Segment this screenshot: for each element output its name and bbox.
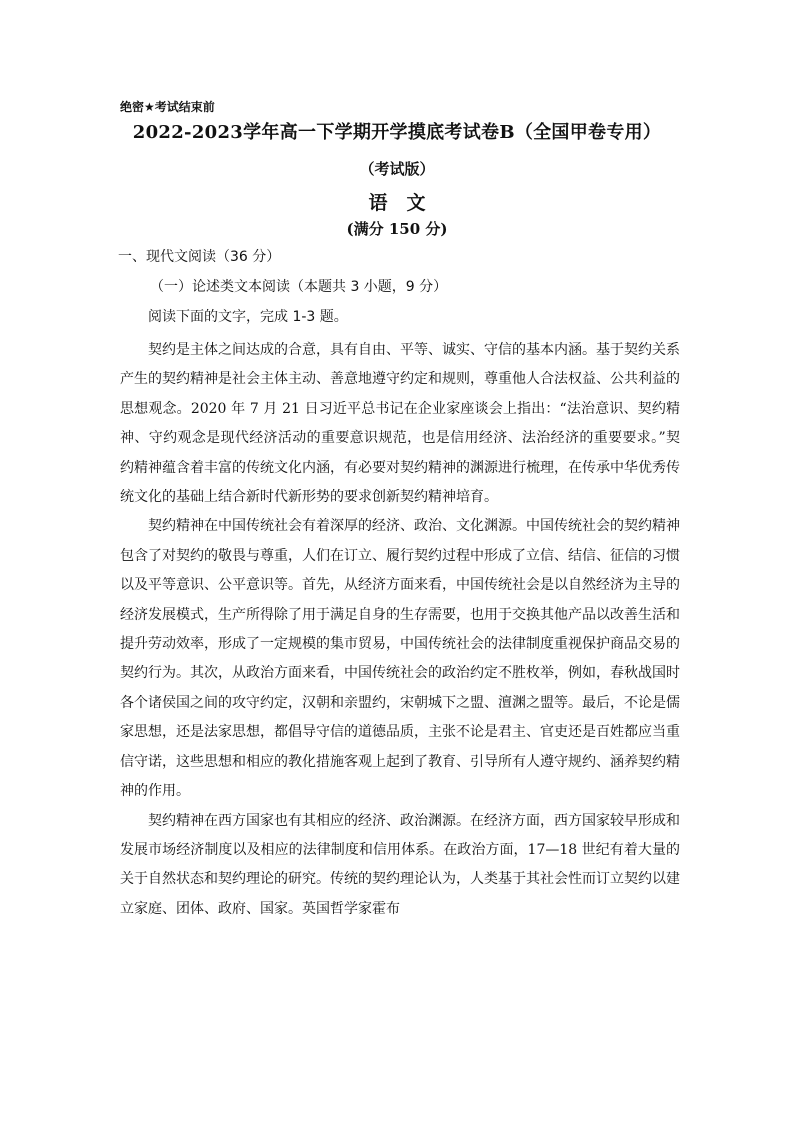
- full-score-label: (满分 150 分): [346, 220, 448, 238]
- section-heading-part1: 一、现代文阅读（36 分）: [118, 249, 281, 265]
- exam-subtitle: （考试版）: [359, 160, 435, 178]
- subject-heading: 语 文: [368, 192, 426, 214]
- reading-instruction: 阅读下面的文字，完成 1-3 题。: [148, 309, 348, 325]
- passage-body: [120, 336, 680, 924]
- passage-paragraph-1: 契约是主体之间达成的合意，具有自由、平等、诚实、守信的基本内涵。基于契约关系产生的契约精神是社会主体主动、善意地遵守约定和规则，尊重他人合法权益、公共利益的思想观念。2020 年 7 月 21 日习近平总书记在企业家座谈会上指出：“法治意识、契约精神、守约观念是现代经济活动的重要意识规范，也是信用经济、法治经济的重要要求。”契约精神蕴含着丰富的传统文化内涵，有必要对契约精神的渊源进行梳理，在传承中华优秀传统文化的基础上结合新时代新形势的要求创新契约精神培育。: [120, 342, 680, 506]
- exam-title: 2022-2023学年高一下学期开学摸底考试卷B（全国甲卷专用）: [132, 122, 662, 143]
- confidential-label: 绝密★考试结束前: [120, 100, 215, 114]
- passage-paragraph-2: 契约精神在中国传统社会有着深厚的经济、政治、文化渊源。中国传统社会的契约精神包含了对契约的敬畏与尊重，人们在订立、履行契约过程中形成了立信、结信、征信的习惯以及平等意识、公平意识等。首先，从经济方面来看，中国传统社会是以自然经济为主导的经济发展模式，生产所得除了用于满足自身的生存需要，也用于交换其他产品以改善生活和提升劳动效率，形成了一定规模的集市贸易，中国传统社会的法律制度重视保护商品交易的契约行为。其次，从政治方面来看，中国传统社会的政治约定不胜枚举，例如，春秋战国时各个诸侯国之间的攻守约定，汉朝和亲盟约，宋朝城下之盟、澶渊之盟等。最后，不论是儒家思想，还是法家思想，都倡导守信的道德品质，主张不论是君主、官吏还是百姓都应当重信守诺，这些思想和相应的教化措施客观上起到了教育、引导所有人遵守规约、涵养契约精神的作用。: [120, 518, 680, 800]
- section-subheading-argumentative: （一）论述类文本阅读（本题共 3 小题，9 分）: [150, 279, 448, 295]
- passage-paragraph-3: 契约精神在西方国家也有其相应的经济、政治渊源。在经济方面，西方国家较早形成和发展市场经济制度以及相应的法律制度和信用体系。在政治方面，17—18 世纪有着大量的关于自然状态和契约理论的研究。传统的契约理论认为，人类基于其社会性而订立契约以建立家庭、团体、政府、国家。英国哲学家霍布: [120, 812, 680, 917]
